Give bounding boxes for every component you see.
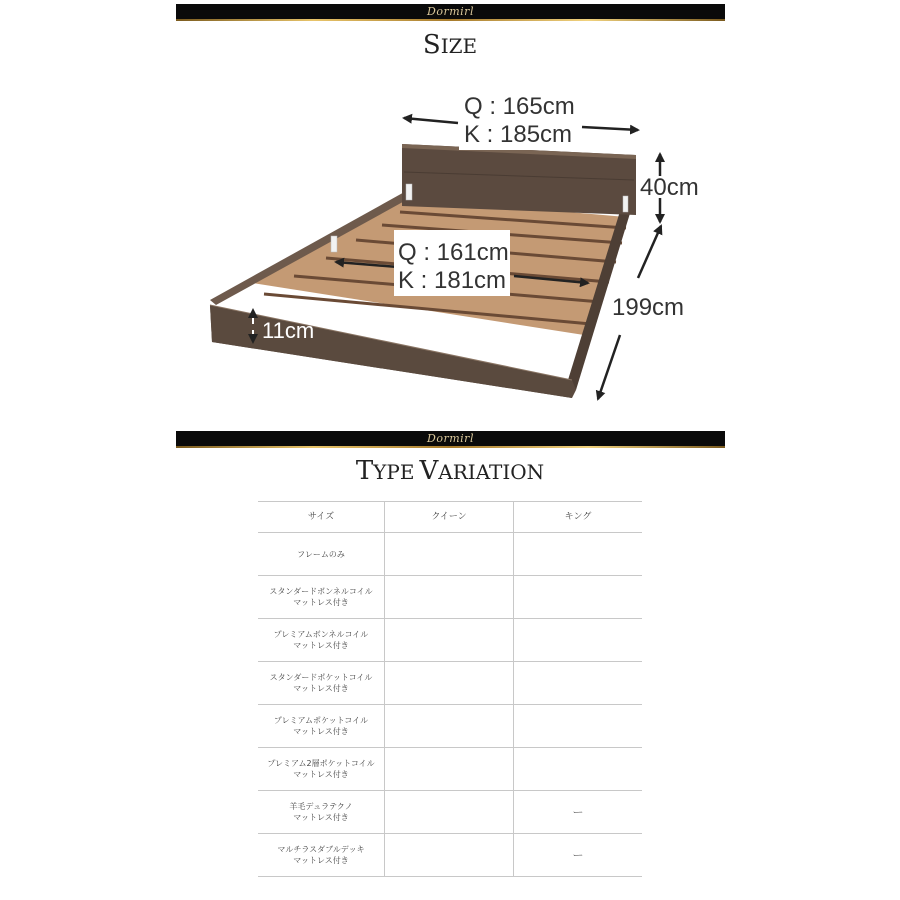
gold-rule [176, 446, 725, 448]
king-cell [514, 662, 643, 705]
table-row [258, 576, 642, 619]
table-header-row [258, 502, 642, 533]
type-name: プレミアムポケットコイル [273, 716, 369, 725]
table-row [258, 533, 642, 576]
brand-logo: Dormirl [427, 5, 474, 18]
king-cell [514, 619, 643, 662]
frame-width-arrow-left [404, 118, 458, 123]
type-subname: マットレス付き [293, 813, 349, 822]
frame-width-king: K : 185cm [464, 121, 573, 148]
type-name: スタンダードボンネルコイル [269, 587, 373, 596]
variation-table [258, 501, 642, 877]
table-row [258, 619, 642, 662]
gold-rule [176, 19, 725, 21]
queen-cell [385, 705, 514, 748]
king-cell-unavailable: ー [514, 791, 643, 834]
brand-logo: Dormirl [427, 432, 474, 445]
length-arrow-up [638, 226, 661, 278]
inner-width-king: K : 181cm [398, 267, 507, 294]
size-heading: SIZE [422, 30, 478, 60]
type-subname: マットレス付き [293, 641, 349, 650]
section-banner [176, 431, 725, 448]
king-cell-unavailable: ー [514, 834, 643, 877]
table-row [258, 662, 642, 705]
length-arrow-down [598, 335, 620, 399]
queen-cell [385, 619, 514, 662]
type-name: スタンダードポケットコイル [269, 673, 373, 682]
king-cell [514, 533, 643, 576]
table-row [258, 834, 642, 877]
type-variation-heading: TYPE VARIATION [355, 456, 545, 486]
header-size: サイズ [258, 502, 385, 533]
type-subname: マットレス付き [293, 770, 349, 779]
queen-cell [385, 834, 514, 877]
queen-cell [385, 748, 514, 791]
type-name: 羊毛デュラテクノ [289, 802, 353, 811]
top-banner [176, 4, 725, 21]
queen-cell [385, 791, 514, 834]
queen-cell [385, 533, 514, 576]
bed-size-diagram [176, 80, 725, 420]
type-subname: マットレス付き [293, 856, 349, 865]
type-name: フレームのみ [297, 549, 345, 559]
type-name: プレミアム2層ポケットコイル [267, 759, 375, 768]
length-label: 199cm [612, 294, 685, 321]
table-row [258, 705, 642, 748]
king-cell [514, 705, 643, 748]
king-cell [514, 576, 643, 619]
table-row [258, 748, 642, 791]
headboard-height-label: 40cm [640, 174, 699, 201]
type-name: マルチラスダブルデッキ [277, 845, 365, 854]
king-cell [514, 748, 643, 791]
header-queen: クイーン [385, 502, 514, 533]
frame-height-label: 11cm [262, 318, 315, 343]
type-subname: マットレス付き [293, 684, 349, 693]
type-name: プレミアムボンネルコイル [273, 630, 369, 639]
type-subname: マットレス付き [293, 727, 349, 736]
type-subname: マットレス付き [293, 598, 349, 607]
table-row [258, 791, 642, 834]
queen-cell [385, 576, 514, 619]
inner-width-queen: Q : 161cm [398, 239, 509, 266]
frame-width-queen: Q : 165cm [464, 93, 575, 120]
frame-width-arrow-right [582, 127, 638, 130]
header-king: キング [514, 502, 643, 533]
queen-cell [385, 662, 514, 705]
